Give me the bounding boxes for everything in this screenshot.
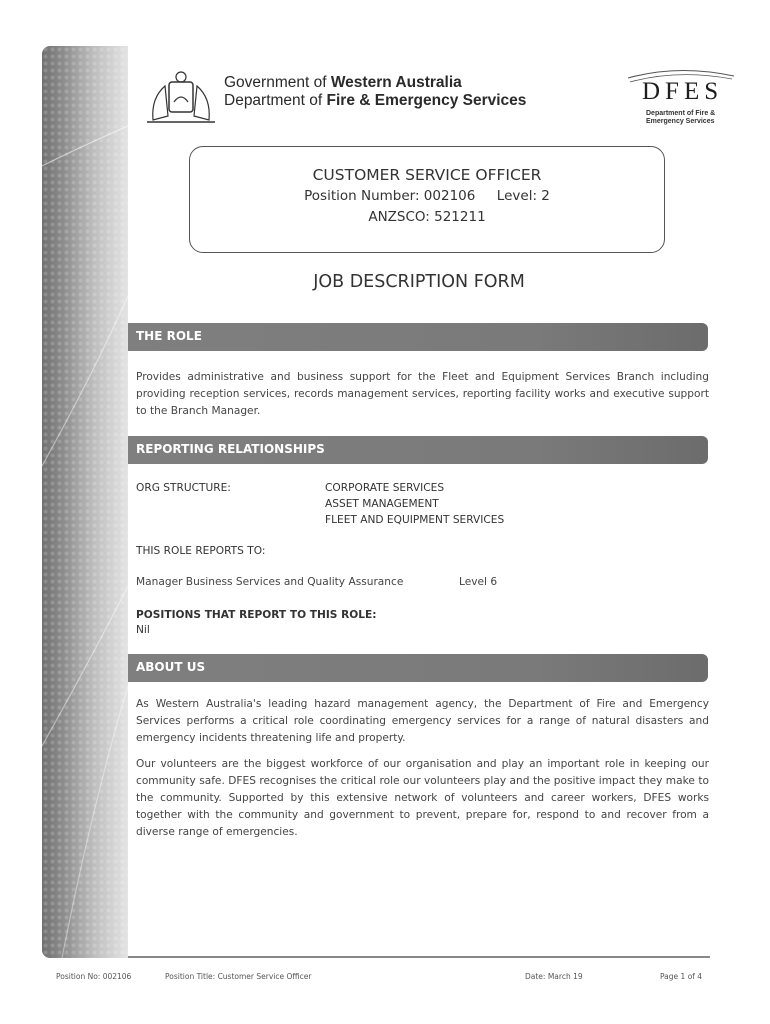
manager-level: Level 6 bbox=[459, 576, 498, 588]
footer-divider bbox=[128, 956, 710, 958]
section-heading-reporting: REPORTING RELATIONSHIPS bbox=[128, 436, 708, 464]
dfes-logo-subtitle-2: Emergency Services bbox=[646, 118, 715, 125]
dfes-logo-subtitle: Department of Fire & bbox=[646, 110, 716, 117]
manager-title: Manager Business Services and Quality Assurance bbox=[136, 576, 404, 588]
footer-position-number: Position No: 002106 bbox=[56, 972, 132, 981]
footer-date: Date: March 19 bbox=[525, 972, 583, 981]
reports-to-label: THIS ROLE REPORTS TO: bbox=[136, 545, 266, 557]
org-structure-value-1: CORPORATE SERVICES bbox=[325, 482, 445, 494]
positions-report-value: Nil bbox=[136, 624, 150, 636]
org-structure-value-3: FLEET AND EQUIPMENT SERVICES bbox=[325, 514, 505, 526]
section-heading-role: THE ROLE bbox=[128, 323, 708, 351]
position-number-level: Position Number: 002106 Level: 2 bbox=[304, 188, 550, 204]
form-title: JOB DESCRIPTION FORM bbox=[313, 272, 525, 292]
role-description: Provides administrative and business support for the Fleet and Equipment Services Branch including providing reception services, records management services, reporting facility works and executive support to the Branch Manager. bbox=[136, 371, 709, 417]
department-name: Department of Fire & Emergency Services bbox=[224, 92, 527, 109]
anzsco-code: ANZSCO: 521211 bbox=[368, 209, 486, 225]
dfes-logo-text: DFES bbox=[642, 78, 724, 105]
government-name: Government of Western Australia bbox=[224, 74, 462, 91]
org-structure-label: ORG STRUCTURE: bbox=[136, 482, 231, 494]
wa-crest-logo bbox=[143, 68, 219, 128]
section-heading-about: ABOUT US bbox=[128, 654, 708, 682]
decorative-sidebar bbox=[42, 46, 128, 958]
position-title: CUSTOMER SERVICE OFFICER bbox=[312, 166, 542, 184]
org-structure-value-2: ASSET MANAGEMENT bbox=[325, 498, 439, 510]
footer-position-title: Position Title: Customer Service Officer bbox=[165, 972, 312, 981]
footer-page-number: Page 1 of 4 bbox=[660, 972, 703, 981]
positions-report-label: POSITIONS THAT REPORT TO THIS ROLE: bbox=[136, 609, 377, 621]
sidebar-swoosh-graphic bbox=[42, 46, 128, 958]
about-paragraph-2: Our volunteers are the biggest workforce of our organisation and play an important role in keeping our community safe. DFES recognises the critical role our volunteers play and the positive impact they make to the community. Supported by this extensive network of volunteers and career workers, DFES works together with the community and government to prevent, prepare for, respond to and recover from a diverse range of emergencies. bbox=[136, 758, 709, 838]
about-paragraph-1: As Western Australia's leading hazard management agency, the Department of Fire and Emergency Services performs a critical role coordinating emergency services for a range of natural disasters and emergency incidents threatening life and property. bbox=[136, 698, 709, 744]
